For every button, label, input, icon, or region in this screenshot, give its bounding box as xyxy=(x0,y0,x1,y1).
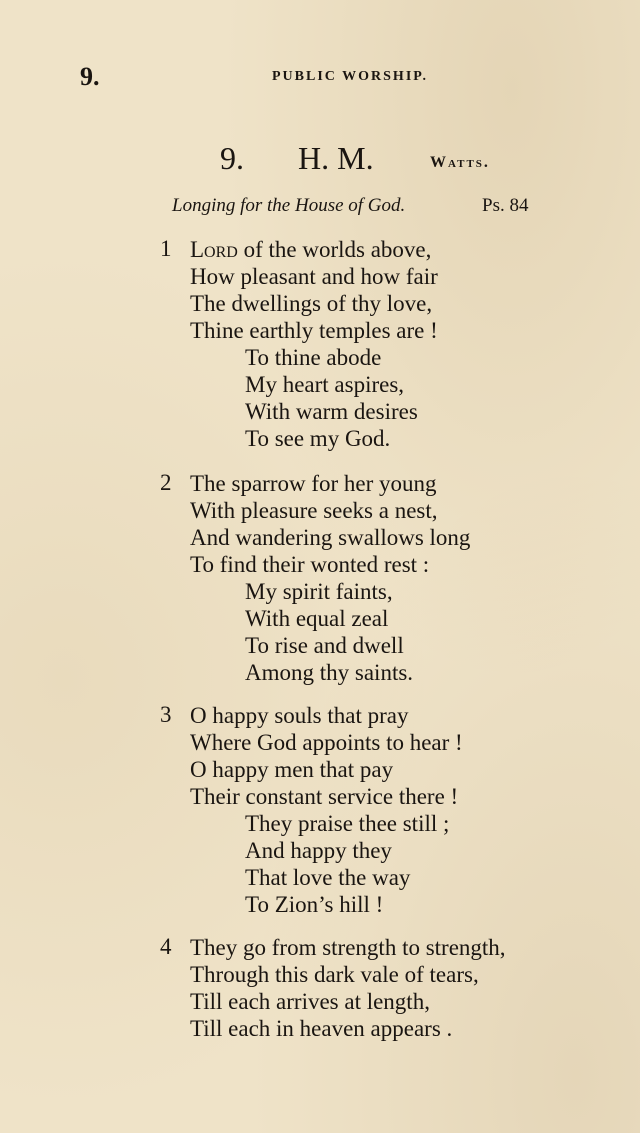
verse-line: Thine earthly temples are ! xyxy=(190,318,438,343)
section-title: PUBLIC WORSHIP. xyxy=(272,69,429,84)
hymn-subtitle: Longing for the House of God. xyxy=(172,195,406,216)
verse-line: Through this dark vale of tears, xyxy=(190,962,479,987)
verse-line: To thine abode xyxy=(245,345,382,370)
page-number: 9. xyxy=(80,62,100,91)
verse-line: They go from strength to strength, xyxy=(190,935,506,960)
running-head xyxy=(80,62,550,92)
verse-line: The dwellings of thy love, xyxy=(190,291,433,316)
verse-line: O happy men that pay xyxy=(190,757,394,782)
verse-line: With equal zeal xyxy=(245,606,389,631)
verse-line: That love the way xyxy=(245,865,411,890)
first-line-rest: of the worlds above, xyxy=(237,237,432,262)
verse-line: To see my God. xyxy=(245,426,391,451)
verse-line: They praise thee still ; xyxy=(245,811,450,836)
verse-line: Their constant service there ! xyxy=(190,784,459,809)
verse-line: My heart aspires, xyxy=(245,372,405,397)
verse-line xyxy=(190,236,431,263)
verse-line: Among thy saints. xyxy=(245,660,414,685)
stanza-number: 3 xyxy=(160,702,172,727)
verse-line: Where God appoints to hear ! xyxy=(190,730,463,755)
verse-line: With pleasure seeks a nest, xyxy=(190,498,438,523)
hymn-author: Watts. xyxy=(430,154,490,171)
verse-line: O happy souls that pray xyxy=(190,703,409,728)
verse-line: To find their wonted rest : xyxy=(190,552,430,577)
verse-line: To Zion’s hill ! xyxy=(245,892,384,917)
verse-line: And wandering swallows long xyxy=(190,525,471,550)
verse-line: How pleasant and how fair xyxy=(190,264,438,289)
verse-line: The sparrow for her young xyxy=(190,471,437,496)
hymn-subtitle-row xyxy=(172,195,552,221)
hymn-meter: H. M. xyxy=(298,140,374,176)
stanza-number: 2 xyxy=(160,470,172,495)
verse-line: To rise and dwell xyxy=(245,633,404,658)
psalm-reference: Ps. 84 xyxy=(482,195,529,216)
hymn-header xyxy=(220,140,520,180)
hymn-number: 9. xyxy=(220,140,244,176)
lord-word: Lord xyxy=(190,237,238,262)
verse-line: With warm desires xyxy=(245,399,418,424)
stanza-number: 1 xyxy=(160,236,172,261)
stanza-number: 4 xyxy=(160,934,172,959)
verse-line: Till each in heaven appears . xyxy=(190,1016,453,1041)
verse-line: Till each arrives at length, xyxy=(190,989,430,1014)
verse-line: My spirit faints, xyxy=(245,579,393,604)
verse-line: And happy they xyxy=(245,838,392,863)
